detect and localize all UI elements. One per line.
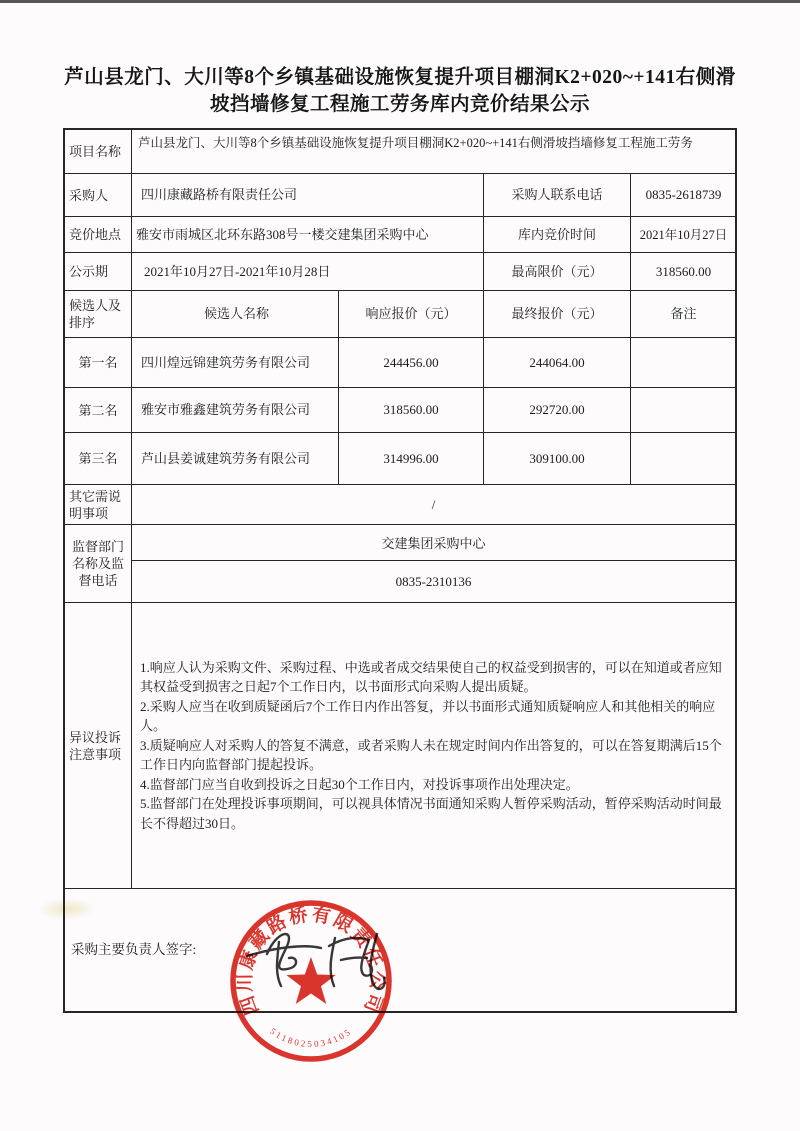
signature-svg <box>237 912 417 1017</box>
project-label: 项目名称 <box>69 144 122 159</box>
bid-time-label: 库内竞价时间 <box>483 217 630 252</box>
page-title-line2: 坡挡墙修复工程施工劳务库内竞价结果公示 <box>209 94 590 115</box>
row-supervision <box>65 524 735 602</box>
table-row-candidate-3 <box>65 432 735 484</box>
handwritten-signature <box>237 912 417 1017</box>
objection-item-3: 3.质疑响应人对采购人的答复不满意，或者采购人未在规定时间内作出答复的，可以在答复期满后15个工作日内向监督部门提起投诉。 <box>140 737 722 773</box>
candidate-2-final: 292720.00 <box>483 388 630 432</box>
candidate-3-response: 314996.00 <box>338 433 483 484</box>
bid-time-value: 2021年10月27日 <box>630 217 736 252</box>
publicity-label: 公示期 <box>69 264 109 279</box>
supervision-phone: 0835-2310136 <box>132 560 735 602</box>
other-notes-value: / <box>131 485 735 524</box>
supervision-label: 监督部门名称及监督电话 <box>71 539 124 588</box>
page-title <box>40 64 760 118</box>
candidate-3-remark <box>630 433 736 484</box>
candidate-2-name: 雅安市雅鑫建筑劳务有限公司 <box>131 388 338 432</box>
supervision-dept: 交建集团采购中心 <box>381 536 486 551</box>
col-header-remark: 备注 <box>630 291 736 337</box>
candidate-1-rank: 第一名 <box>78 355 118 370</box>
objection-item-4: 4.监督部门应当自收到投诉之日起30个工作日内，对投诉事项作出处理决定。 <box>140 776 579 792</box>
objection-item-2: 2.采购人应当在收到质疑函后7个工作日内作出答复，并以书面形式通知质疑响应人和其他相关的响应人。 <box>140 698 716 734</box>
candidate-2-remark <box>630 388 736 432</box>
row-purchaser <box>65 173 735 216</box>
col-header-response: 响应报价（元） <box>338 291 483 337</box>
signature-label: 采购主要负责人签字: <box>71 942 197 957</box>
purchaser-label: 采购人 <box>69 187 109 203</box>
col-header-final: 最终报价（元） <box>483 291 630 337</box>
candidate-2-rank: 第二名 <box>78 402 118 418</box>
row-objection <box>65 602 735 888</box>
objection-content <box>131 603 735 888</box>
project-value: 芦山县龙门、大川等8个乡镇基础设施恢复提升项目棚洞K2+020~+141右侧滑坡挡墙修复工程施工劳务 <box>131 130 735 173</box>
results-table <box>63 128 737 1013</box>
candidate-2-response: 318560.00 <box>338 388 483 432</box>
max-price-label: 最高限价（元） <box>483 253 630 290</box>
scan-edge-shadow <box>0 0 800 3</box>
candidate-1-response: 244456.00 <box>338 338 483 387</box>
objection-item-1: 1.响应人认为采购文件、采购过程、中选或者成交结果使自己的权益受到损害的，可以在知道或者应知其权益受到损害之日起7个工作日内，以书面形式向采购人提出质疑。 <box>140 659 722 695</box>
candidates-header-label: 候选人及排序 <box>69 298 122 330</box>
stamp-number-text: 5118025034105 <box>268 1025 354 1050</box>
purchaser-value: 四川康藏路桥有限责任公司 <box>131 174 483 216</box>
candidate-1-name: 四川煌远锦建筑劳务有限公司 <box>131 338 338 387</box>
table-row-candidate-2 <box>65 387 735 432</box>
row-location <box>65 216 735 252</box>
row-candidates-header <box>65 290 735 337</box>
purchaser-phone-label: 采购人联系电话 <box>483 174 630 216</box>
candidate-3-final: 309100.00 <box>483 433 630 484</box>
objection-label: 异议投诉注意事项 <box>69 729 122 762</box>
candidate-3-rank: 第三名 <box>78 451 118 466</box>
row-other-notes <box>65 484 735 524</box>
stamp-company-text: 四川康藏路桥有限责任公司 <box>235 905 387 1018</box>
max-price-value: 318560.00 <box>630 253 736 290</box>
publicity-value: 2021年10月27日-2021年10月28日 <box>131 253 483 290</box>
other-notes-label: 其它需说明事项 <box>69 488 122 521</box>
row-project <box>65 130 735 173</box>
candidate-1-final: 244064.00 <box>483 338 630 387</box>
table-row-candidate-1 <box>65 337 735 387</box>
page-title-line1: 芦山县龙门、大川等8个乡镇基础设施恢复提升项目棚洞K2+020~+141右侧滑 <box>64 67 736 88</box>
candidate-3-name: 芦山县姜诚建筑劳务有限公司 <box>131 433 338 484</box>
objection-text <box>138 654 729 838</box>
row-publicity <box>65 252 735 290</box>
supervision-values <box>131 525 735 602</box>
purchaser-phone-value: 0835-2618739 <box>630 174 736 216</box>
location-label: 竞价地点 <box>69 227 122 242</box>
col-header-name: 候选人名称 <box>131 291 338 337</box>
objection-item-5: 5.监督部门在处理投诉事项期间，可以视具体情况书面通知采购人暂停采购活动，暂停采购活动时间最长不得超过30日。 <box>140 796 722 831</box>
location-value: 雅安市雨城区北环东路308号一楼交建集团采购中心 <box>131 217 483 252</box>
candidate-1-remark <box>630 338 736 387</box>
